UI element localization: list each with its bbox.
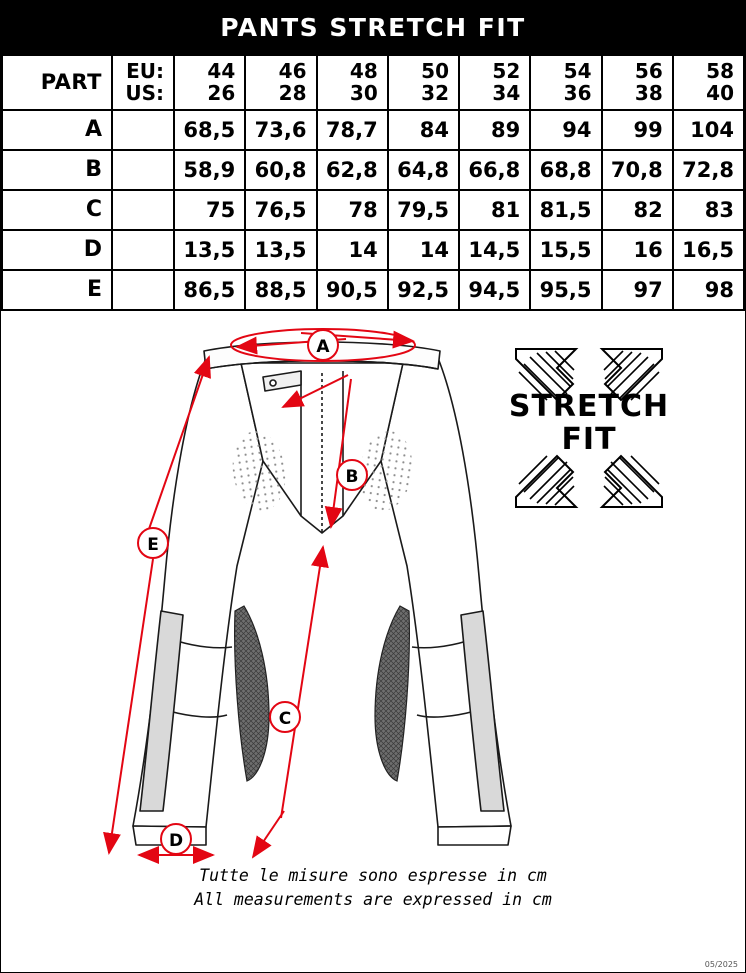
eu-size: 56 <box>634 59 663 83</box>
row-spacer-cell <box>112 230 174 270</box>
table-row <box>2 190 744 230</box>
callout-d-label: D <box>168 830 184 851</box>
row-letter: E <box>86 277 102 303</box>
us-size: 32 <box>421 81 449 106</box>
callout-e-label: E <box>147 534 159 555</box>
us-size: 26 <box>207 81 236 106</box>
row-letter: B <box>85 157 102 183</box>
row-spacer-cell <box>112 110 174 150</box>
measure-cell: 16 <box>602 230 673 270</box>
size-pair <box>678 60 734 105</box>
eu-size: 54 <box>563 59 592 83</box>
size-header-cell <box>174 55 245 110</box>
row-letter-cell <box>2 190 112 230</box>
size-header-cell <box>530 55 601 110</box>
footer-note-en: All measurements are expressed in cm <box>194 889 552 909</box>
us-size: 40 <box>706 81 734 106</box>
eu-size: 48 <box>349 59 378 83</box>
eu-size: 50 <box>421 59 449 83</box>
pants-diagram-svg <box>1 311 745 938</box>
stretch-arrow-bottom-left <box>516 456 576 507</box>
page-title <box>1 1 745 54</box>
page-title-text: PANTS STRETCH FIT <box>220 13 526 42</box>
size-pair <box>535 60 591 105</box>
measure-c-arrow-up <box>278 547 323 818</box>
measure-cell: 81 <box>459 190 530 230</box>
size-header-cell <box>673 55 744 110</box>
size-table-body <box>2 55 744 310</box>
measure-cell: 76,5 <box>245 190 316 230</box>
measure-cell: 94 <box>530 110 601 150</box>
measure-cell: 62,8 <box>317 150 388 190</box>
callout-e <box>138 528 168 558</box>
measure-cell: 75 <box>174 190 245 230</box>
measure-cell: 94,5 <box>459 270 530 310</box>
us-label: US: <box>125 81 164 106</box>
eu-size: 44 <box>207 59 236 83</box>
measure-cell: 73,6 <box>245 110 316 150</box>
measure-cell: 104 <box>673 110 744 150</box>
pants-diagram <box>1 311 745 938</box>
measure-cell: 79,5 <box>388 190 459 230</box>
size-pair <box>250 60 306 105</box>
measure-cell: 78,7 <box>317 110 388 150</box>
size-pair <box>464 60 520 105</box>
measure-cell: 70,8 <box>602 150 673 190</box>
row-letter-cell <box>2 150 112 190</box>
row-letter: C <box>85 197 102 223</box>
measure-cell: 98 <box>673 270 744 310</box>
measure-cell: 82 <box>602 190 673 230</box>
size-pair <box>393 60 449 105</box>
measure-cell: 90,5 <box>317 270 388 310</box>
measure-cell: 13,5 <box>245 230 316 270</box>
measure-c-arrow-down <box>253 811 284 857</box>
measure-cell: 81,5 <box>530 190 601 230</box>
measure-cell: 14,5 <box>459 230 530 270</box>
measure-cell: 66,8 <box>459 150 530 190</box>
measure-cell: 14 <box>388 230 459 270</box>
callout-a-label: A <box>316 336 330 357</box>
row-letter-cell <box>2 110 112 150</box>
us-size: 36 <box>563 81 592 106</box>
size-table <box>1 54 745 311</box>
row-spacer-cell <box>112 270 174 310</box>
row-letter-cell <box>2 230 112 270</box>
eu-us-labels <box>117 60 164 105</box>
size-pair <box>179 60 235 105</box>
callout-c-label: C <box>278 708 292 729</box>
us-size: 28 <box>278 81 307 106</box>
row-letter: D <box>83 237 102 263</box>
measure-cell: 97 <box>602 270 673 310</box>
measure-cell: 68,5 <box>174 110 245 150</box>
eu-size: 52 <box>492 59 521 83</box>
callout-d <box>161 824 191 854</box>
table-row <box>2 150 744 190</box>
footer-note <box>1 864 745 912</box>
table-row <box>2 110 744 150</box>
row-spacer-cell <box>112 150 174 190</box>
size-pair <box>322 60 378 105</box>
eu-size: 46 <box>278 59 307 83</box>
eu-us-label-cell <box>112 55 174 110</box>
measure-cell: 64,8 <box>388 150 459 190</box>
measure-cell: 88,5 <box>245 270 316 310</box>
us-size: 30 <box>349 81 378 106</box>
measure-cell: 16,5 <box>673 230 744 270</box>
part-header-label: PART <box>40 70 102 95</box>
eu-size: 58 <box>706 59 734 83</box>
size-header-cell <box>459 55 530 110</box>
callout-b <box>337 460 367 490</box>
row-letter: A <box>84 117 102 143</box>
measure-cell: 78 <box>317 190 388 230</box>
us-size: 38 <box>634 81 663 106</box>
measure-cell: 84 <box>388 110 459 150</box>
part-header-cell <box>2 55 112 110</box>
measure-cell: 14 <box>317 230 388 270</box>
measure-cell: 89 <box>459 110 530 150</box>
date-stamp: 05/2025 <box>704 960 738 969</box>
measure-cell: 99 <box>602 110 673 150</box>
footer-note-it: Tutte le misure sono espresse in cm <box>199 865 547 885</box>
table-header-row <box>2 55 744 110</box>
us-size: 34 <box>492 81 521 106</box>
callout-c <box>270 702 300 732</box>
stretch-fit-line1: STRETCH <box>508 388 670 424</box>
measure-cell: 92,5 <box>388 270 459 310</box>
size-pair <box>607 60 663 105</box>
measure-cell: 13,5 <box>174 230 245 270</box>
table-row <box>2 230 744 270</box>
measure-cell: 15,5 <box>530 230 601 270</box>
eu-label: EU: <box>126 59 164 83</box>
measure-cell: 60,8 <box>245 150 316 190</box>
callout-a <box>308 330 338 360</box>
measure-cell: 58,9 <box>174 150 245 190</box>
stretch-fit-line2: FIT <box>561 421 617 457</box>
measure-cell: 68,8 <box>530 150 601 190</box>
stretch-arrow-bottom-right <box>602 456 662 507</box>
callout-b-label: B <box>345 466 359 487</box>
row-spacer-cell <box>112 190 174 230</box>
size-header-cell <box>388 55 459 110</box>
row-letter-cell <box>2 270 112 310</box>
measure-cell: 72,8 <box>673 150 744 190</box>
size-header-cell <box>317 55 388 110</box>
table-row <box>2 270 744 310</box>
size-header-cell <box>602 55 673 110</box>
pants-illustration <box>133 342 511 845</box>
stretch-fit-badge <box>509 349 669 507</box>
size-header-cell <box>245 55 316 110</box>
measure-cell: 86,5 <box>174 270 245 310</box>
knee-mesh-panels <box>235 606 410 781</box>
measure-cell: 83 <box>673 190 744 230</box>
measure-cell: 95,5 <box>530 270 601 310</box>
